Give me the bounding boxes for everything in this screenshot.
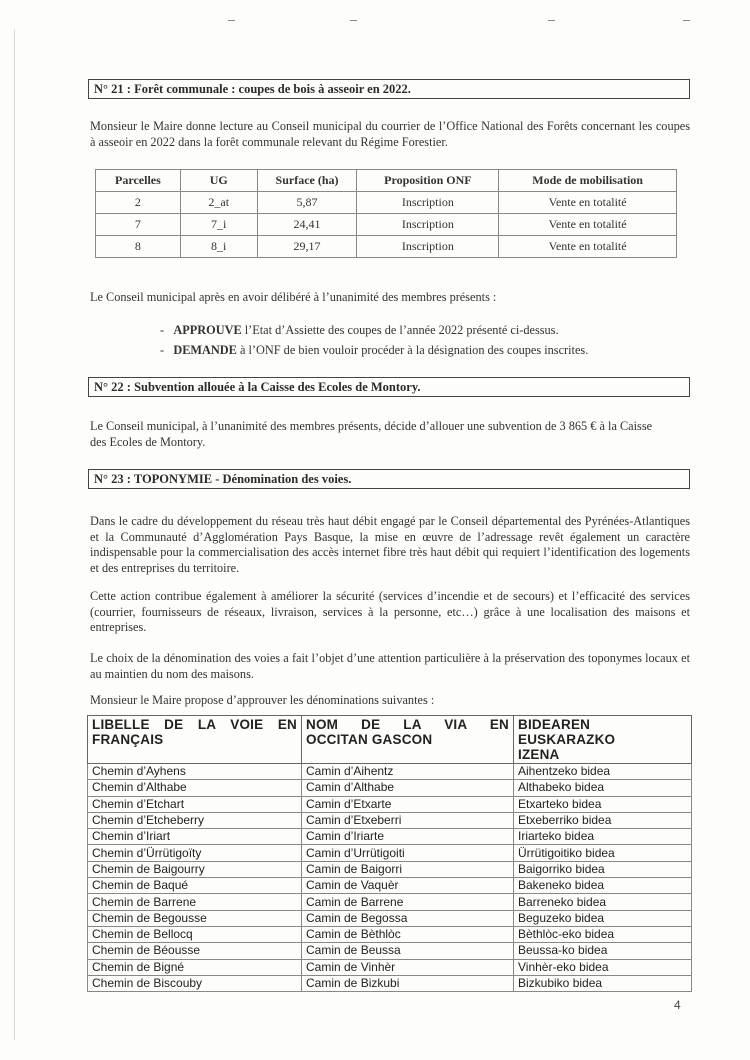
cell-euskara: Bèthlòc-eko bidea [514, 926, 692, 942]
cell-mobilisation: Vente en totalité [499, 236, 677, 258]
bullet-dash: - [160, 323, 165, 337]
cell-francais: Chemin de Béousse [88, 943, 302, 959]
cell-occitan: Camin d’Althabe [302, 780, 514, 796]
bullet-text: à l’ONF de bien vouloir procéder à la désignation des coupes inscrites. [236, 343, 589, 357]
col-header-proposition: Proposition ONF [357, 170, 499, 192]
cell-occitan: Camin de Begossa [302, 910, 514, 926]
cell-euskara: Ürrütigoitiko bidea [514, 845, 692, 861]
cell-euskara: Baigorriko bidea [514, 861, 692, 877]
table-row [88, 861, 692, 877]
cell-euskara: Vinhèr-eko bidea [514, 959, 692, 975]
voies-header-row [88, 716, 692, 764]
table-row [96, 236, 677, 258]
section-23-p3: Le choix de la dénomination des voies a fait l’objet d’une attention particulière à la préservation des toponymes locaux et au maintien du nom des maisons. [90, 651, 690, 681]
table-row [88, 845, 692, 861]
cell-parcelle: 2 [96, 192, 181, 214]
cell-francais: Chemin de Bigné [88, 959, 302, 975]
voies-table [87, 715, 692, 992]
cell-francais: Chemin d’Althabe [88, 780, 302, 796]
col-header-surface: Surface (ha) [257, 170, 357, 192]
col-header-parcelles: Parcelles [96, 170, 181, 192]
cell-occitan: Camin de Baigorri [302, 861, 514, 877]
col-header-ug: UG [180, 170, 257, 192]
cell-euskara: Beguzeko bidea [514, 910, 692, 926]
table-row [88, 796, 692, 812]
cell-euskara: Etxeberriko bidea [514, 812, 692, 828]
cell-francais: Chemin de Baqué [88, 878, 302, 894]
cell-francais: Chemin de Baigourry [88, 861, 302, 877]
table-row [96, 214, 677, 236]
cell-francais: Chemin d’Etcheberry [88, 812, 302, 828]
cell-occitan: Camin de Bizkubi [302, 975, 514, 991]
cell-euskara: Althabeko bidea [514, 780, 692, 796]
scan-mark [548, 20, 555, 21]
cell-euskara: Bizkubiko bidea [514, 975, 692, 991]
section-21-intro: Monsieur le Maire donne lecture au Conseil municipal du courrier de l’Office National des Forêts concernant les coupes à asseoir en 2022 dans la forêt communale relevant du Régime Forestier. [90, 119, 690, 149]
header-line: FRANÇAIS [92, 732, 164, 747]
table-row [88, 959, 692, 975]
scan-mark [228, 20, 235, 21]
table-row [88, 894, 692, 910]
col-header-mobilisation: Mode de mobilisation [499, 170, 677, 192]
cell-occitan: Camin de Barrene [302, 894, 514, 910]
cell-parcelle: 7 [96, 214, 181, 236]
section-23-p1: Dans le cadre du développement du réseau très haut débit engagé par le Conseil départemental des Pyrénées-Atlantiques et la Communauté d’Agglomération Pays Basque, la mise en œuvre de l’adressage revêt également un caractère indispensable pour la commercialisation des accès internet fibre très haut débit qui requiert l’identification des logements et des entreprises du territoire. [90, 514, 690, 575]
cell-occitan: Camin de Vaquèr [302, 878, 514, 894]
cell-occitan: Camin d’Etxarte [302, 796, 514, 812]
table-row [88, 878, 692, 894]
cell-ug: 2_at [180, 192, 257, 214]
col-header-occitan [302, 716, 514, 764]
section-21-deliberation: Le Conseil municipal après en avoir délibéré à l’unanimité des membres présents : [90, 290, 497, 304]
cell-euskara: Beussa-ko bidea [514, 943, 692, 959]
header-line: OCCITAN GASCON [306, 732, 433, 747]
table-row [88, 780, 692, 796]
cell-proposition: Inscription [357, 214, 499, 236]
cell-euskara: Bakeneko bidea [514, 878, 692, 894]
cell-ug: 8_i [180, 236, 257, 258]
col-header-francais [88, 716, 302, 764]
cell-francais: Chemin de Bellocq [88, 926, 302, 942]
coupes-table [95, 169, 677, 258]
cell-occitan: Camin d’Aihentz [302, 764, 514, 780]
cell-surface: 24,41 [257, 214, 357, 236]
cell-mobilisation: Vente en totalité [499, 214, 677, 236]
cell-parcelle: 8 [96, 236, 181, 258]
table-row [88, 910, 692, 926]
section-23-p2: Cette action contribue également à améliorer la sécurité (services d’incendie et de secours) et l’efficacité des services (courrier, fournisseurs de réseaux, livraison, services à la personne, etc…) grâce à une localisation des maisons et entreprises. [90, 589, 690, 634]
cell-surface: 5,87 [257, 192, 357, 214]
header-line: IZENA [518, 747, 560, 762]
bullet-dash: - [160, 343, 165, 357]
table-row [88, 812, 692, 828]
cell-occitan: Camin d’Etxeberri [302, 812, 514, 828]
cell-euskara: Barreneko bidea [514, 894, 692, 910]
section-23-heading: N° 23 : TOPONYMIE - Dénomination des voies. [88, 469, 690, 489]
bullet-text: l’Etat d’Assiette des coupes de l’année 2022 présenté ci-dessus. [241, 323, 559, 337]
cell-occitan: Camin de Vinhèr [302, 959, 514, 975]
scan-mark [350, 20, 357, 21]
section-22-heading: N° 22 : Subvention allouée à la Caisse des Ecoles de Montory. [88, 377, 690, 397]
table-row [88, 926, 692, 942]
header-line: NOM DE LA VIA EN [306, 717, 509, 732]
section-23-p4: Monsieur le Maire propose d’approuver les dénominations suivantes : [90, 693, 435, 707]
cell-euskara: Aihentzeko bidea [514, 764, 692, 780]
col-header-euskara [514, 716, 692, 764]
cell-mobilisation: Vente en totalité [499, 192, 677, 214]
scan-mark [683, 20, 690, 21]
cell-occitan: Camin de Bèthlòc [302, 926, 514, 942]
table-row [88, 975, 692, 991]
header-line: LIBELLE DE LA VOIE EN [92, 717, 297, 732]
scan-edge-line [14, 30, 15, 1040]
cell-francais: Chemin d’Ürrütigoïty [88, 845, 302, 861]
table-row [88, 943, 692, 959]
cell-occitan: Camin de Beussa [302, 943, 514, 959]
cell-proposition: Inscription [357, 192, 499, 214]
table-row [96, 192, 677, 214]
cell-francais: Chemin de Begousse [88, 910, 302, 926]
cell-proposition: Inscription [357, 236, 499, 258]
table-row [88, 764, 692, 780]
cell-francais: Chemin de Barrene [88, 894, 302, 910]
cell-francais: Chemin de Biscouby [88, 975, 302, 991]
cell-ug: 7_i [180, 214, 257, 236]
bullet-keyword: DEMANDE [173, 343, 237, 357]
section-22-text: Le Conseil municipal, à l’unanimité des membres présents, décide d’allouer une subvention de 3 865 € à la Caisse des Ecoles de Montory. [90, 419, 653, 449]
cell-francais: Chemin d’Ayhens [88, 764, 302, 780]
coupes-header-row [96, 170, 677, 192]
cell-euskara: Etxarteko bidea [514, 796, 692, 812]
section-21-heading: N° 21 : Forêt communale : coupes de bois à asseoir en 2022. [88, 79, 690, 99]
cell-surface: 29,17 [257, 236, 357, 258]
table-row [88, 829, 692, 845]
cell-euskara: Iriarteko bidea [514, 829, 692, 845]
bullet-approuve [160, 323, 559, 338]
page-number: 4 [674, 998, 681, 1012]
cell-francais: Chemin d’Etchart [88, 796, 302, 812]
cell-occitan: Camin d’Urrütigoiti [302, 845, 514, 861]
cell-occitan: Camin d’Iriarte [302, 829, 514, 845]
bullet-keyword: APPROUVE [173, 323, 242, 337]
header-line: BIDEAREN EUSKARAZKO [518, 717, 616, 747]
cell-francais: Chemin d’Iriart [88, 829, 302, 845]
bullet-demande [160, 343, 588, 358]
